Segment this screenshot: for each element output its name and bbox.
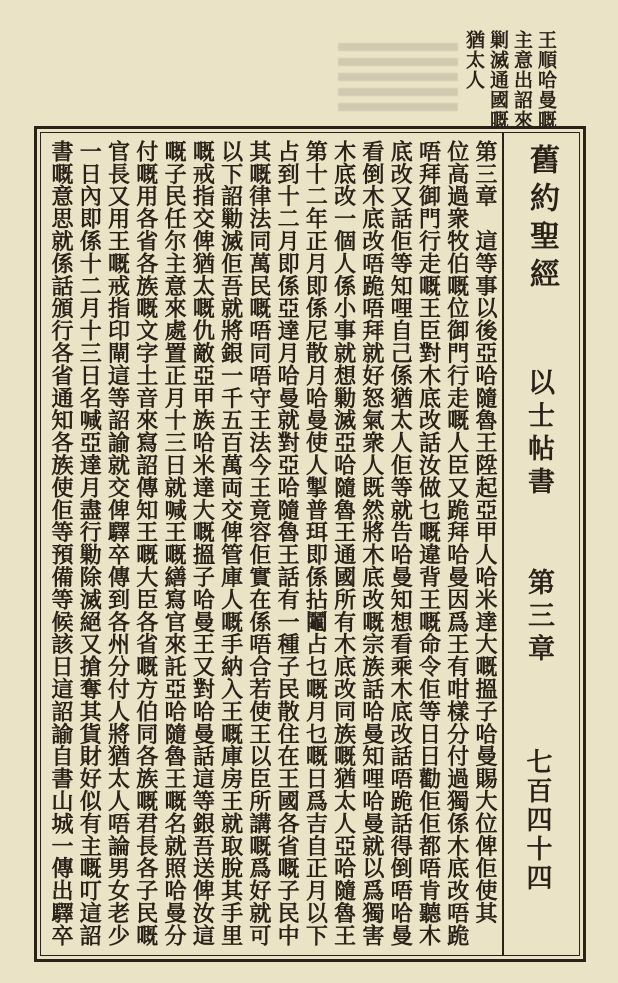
text-line: 一日內即係十二月十三日名喊亞達月盡行勦除滅絕又搶奪其貨財好似有主嘅叮這詔 bbox=[76, 140, 103, 947]
text-line: 官長又用王嘅戒指印閘這等詔諭就交俾驛卒傳到各州分付人將猶太人唔論男女老少 bbox=[104, 140, 131, 947]
side-note-line-4: 猶太人 bbox=[463, 30, 485, 90]
text-body bbox=[48, 140, 498, 950]
text-line: 嘅子民任尔主意來處置正月十三日就喊王嘅繕寫官來託亞哈隨魯王嘅名就照哈曼分 bbox=[161, 140, 188, 947]
text-line: 位高過衆牧伯嘅位御門行走嘅人臣又跪拜哈曼因爲王有咁樣分付過獨係木底改唔跪 bbox=[443, 140, 470, 947]
side-note-line-3: 剿滅通國嘅 bbox=[487, 30, 509, 130]
text-line: 第十二年正月即係尼散月哈曼使人掣普珥即係拈鬮占乜嘅月乜嘅日爲吉自正月以下 bbox=[302, 140, 329, 947]
text-line: 付嘅用各省各族嘅文字土音來寫詔傳知王嘅大臣各省嘅方伯同各族嘅君長各子民嘅 bbox=[132, 140, 159, 947]
text-line: 以下詔勦滅佢吾就將銀一千五百萬両交俾管庫人嘅手納入王嘅庫房王就取脫其手里 bbox=[217, 140, 244, 947]
side-note-line-2: 主意出詔來 bbox=[511, 30, 533, 130]
text-line: 木底改一個人係小事就想勦滅亞哈隨魯王通國所有木底改同族嘅猶太人亞哈隨魯王 bbox=[330, 140, 357, 947]
header-title: 舊約聖經 bbox=[524, 144, 559, 296]
text-line: 第三章 這等事以後亞哈隨魯王陞起亞甲人哈米達大嘅搵子哈曼賜大位俾佢使其 bbox=[471, 140, 498, 924]
bleed-through-text bbox=[338, 36, 458, 116]
header-book: 以士帖書 bbox=[523, 368, 554, 500]
running-header bbox=[509, 138, 575, 950]
text-line: 唔拜御門行走嘅王臣對木底改話汝做乜嘅違背王嘅命令佢等日日勸佢佢都唔肯聽木 bbox=[415, 140, 442, 947]
text-line: 書嘅意思就係話頒行各省通知各族使佢等預備等候該日這詔諭自書山城一傳出驛卒 bbox=[48, 140, 74, 947]
top-side-note bbox=[463, 30, 557, 130]
side-note-line-1: 王順哈曼嘅 bbox=[535, 30, 557, 130]
text-line: 嘅戒指交俾猶太嘅仇敵亞甲族哈米達大嘅搵子哈曼王又對哈曼話這等銀吾送俾汝這 bbox=[189, 140, 216, 947]
text-line: 占到十二月即係亞達月哈曼就對亞哈隨魯王話有一種子民散住在王國各省嘅子民中 bbox=[274, 140, 301, 947]
text-line: 看倒木底改唔跪唔拜就好怒氣衆人既然將木底改嘅宗族話哈曼知哩哈曼就以爲獨害 bbox=[358, 140, 385, 947]
text-line: 底改又話佢等知哩自己係猶太人佢等就告哈曼知想看乘木底改話唔跪話得倒唔哈曼 bbox=[387, 140, 414, 947]
header-divider bbox=[502, 133, 504, 955]
text-line: 其嘅律法同萬民嘅唔同唔守王法今王竟容佢實在係唔合若使王以臣所講嘅爲好就可 bbox=[245, 140, 272, 947]
page-number: 七百四十四 bbox=[522, 748, 552, 893]
header-chapter: 第三章 bbox=[523, 568, 554, 667]
